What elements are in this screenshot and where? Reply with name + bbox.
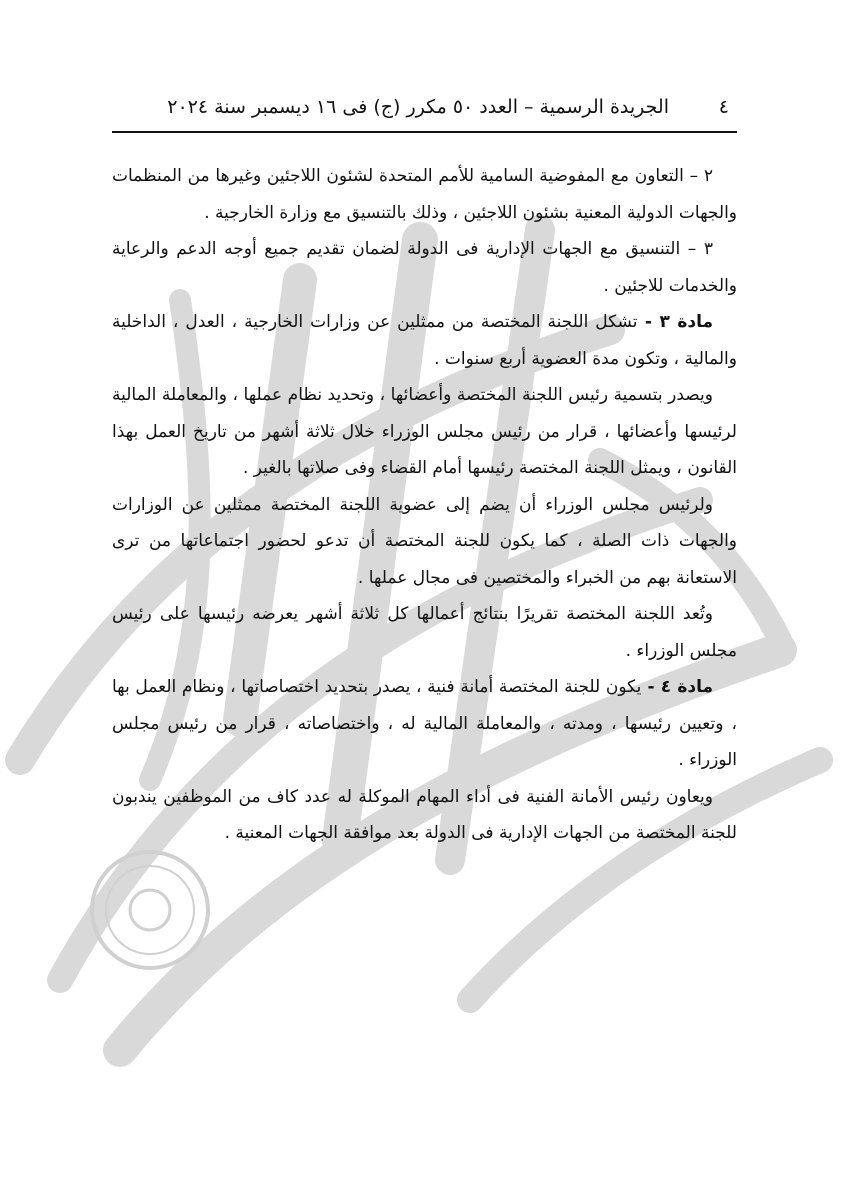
paragraph — [112, 596, 737, 669]
article-label: مادة ٤ - — [641, 677, 713, 697]
paragraph-text: ٣ – التنسيق مع الجهات الإدارية فى الدولة لضمان تقديم جميع أوجه الدعم والرعاية والخدمات للاجئين . — [112, 239, 737, 296]
paragraph-text: ٢ – التعاون مع المفوضية السامية للأمم المتحدة لشئون اللاجئين وغيرها من المنظمات والجهات الدولية المعنية بشئون اللاجئين ، وذلك بالتنسيق مع وزارة الخارجية . — [112, 166, 737, 223]
paragraph — [112, 487, 737, 597]
article-4-paragraph — [112, 669, 737, 779]
article-3-paragraph — [112, 304, 737, 377]
page-header — [112, 94, 737, 128]
paragraph — [112, 377, 737, 487]
paragraph-text: ولرئيس مجلس الوزراء أن يضم إلى عضوية اللجنة المختصة ممثلين عن الوزارات والجهات ذات الصلة ، كما يكون للجنة المختصة أن تدعو لحضور اجتماعاتها من ترى الاستعانة بهم من الخبراء والمختصين فى مجال عملها . — [112, 494, 737, 588]
paragraph — [112, 231, 737, 304]
paragraph — [112, 158, 737, 231]
article-label: مادة ٣ - — [637, 312, 713, 332]
gazette-title: الجريدة الرسمية – العدد ٥٠ مكرر (ج) فى ١٦ ديسمبر سنة ٢٠٢٤ — [167, 96, 669, 118]
paragraph-text: وتُعد اللجنة المختصة تقريرًا بنتائج أعمالها كل ثلاثة أشهر يعرضه رئيسها على رئيس مجلس الوزراء . — [112, 604, 737, 661]
paragraph-text: يكون للجنة المختصة أمانة فنية ، يصدر بتحديد اختصاصاتها ، ونظام العمل بها ، وتعيين رئيسها ، ومدته ، والمعاملة المالية له ، واختصاصاته ، قرار من رئيس مجلس الوزراء . — [112, 677, 737, 770]
paragraph-text: ويصدر بتسمية رئيس اللجنة المختصة وأعضائها ، وتحديد نظام عملها ، والمعاملة المالية لرئيسها وأعضائها ، قرار من رئيس مجلس الوزراء خلال ثلاثة أشهر من تاريخ العمل بهذا القانون ، ويمثل اللجنة المختصة رئيسها أمام القضاء وفى صلاتها بالغير . — [112, 385, 737, 478]
document-body — [112, 158, 737, 852]
paragraph — [112, 779, 737, 852]
paragraph-text: تشكل اللجنة المختصة من ممثلين عن وزارات الخارجية ، العدل ، الداخلية والمالية ، وتكون مدة العضوية أربع سنوات . — [112, 312, 737, 369]
page-number: ٤ — [718, 96, 729, 118]
header-divider — [112, 131, 737, 133]
paragraph-text: ويعاون رئيس الأمانة الفنية فى أداء المهام الموكلة له عدد كاف من الموظفين يندبون للجنة المختصة من الجهات الإدارية فى الدولة بعد موافقة الجهات المعنية . — [112, 786, 737, 843]
